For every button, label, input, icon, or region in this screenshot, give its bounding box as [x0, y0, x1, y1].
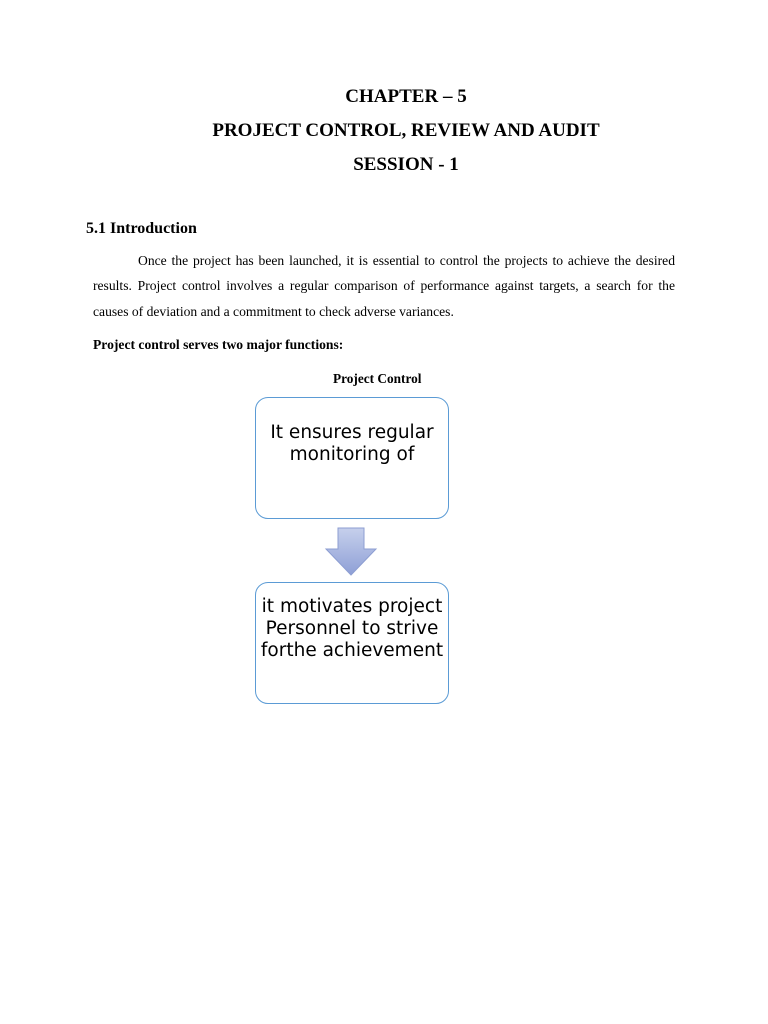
flow-box-monitoring-text: It ensures regular monitoring of [270, 422, 434, 465]
flow-box-monitoring [255, 397, 449, 519]
down-arrow-icon [324, 527, 378, 577]
chapter-heading: CHAPTER – 5 [345, 86, 467, 107]
down-arrow-shape [326, 528, 376, 575]
section-heading: 5.1 Introduction [86, 220, 197, 237]
chapter-title: PROJECT CONTROL, REVIEW AND AUDIT [212, 120, 600, 141]
intro-paragraph: Once the project has been launched, it is essential to control the projects to achieve the desired results. Project control involves a regular comparison of performance against targets, a search for the causes of deviation and a commitment to check adverse variances. [93, 253, 675, 319]
flow-box-motivation [255, 582, 449, 704]
session-heading: SESSION - 1 [353, 154, 459, 175]
flow-box-motivation-text: it motivates project Personnel to strive forthe achievement [260, 596, 444, 661]
functions-lead-text: Project control serves two major functions: [93, 337, 344, 352]
diagram-title: Project Control [333, 371, 422, 386]
